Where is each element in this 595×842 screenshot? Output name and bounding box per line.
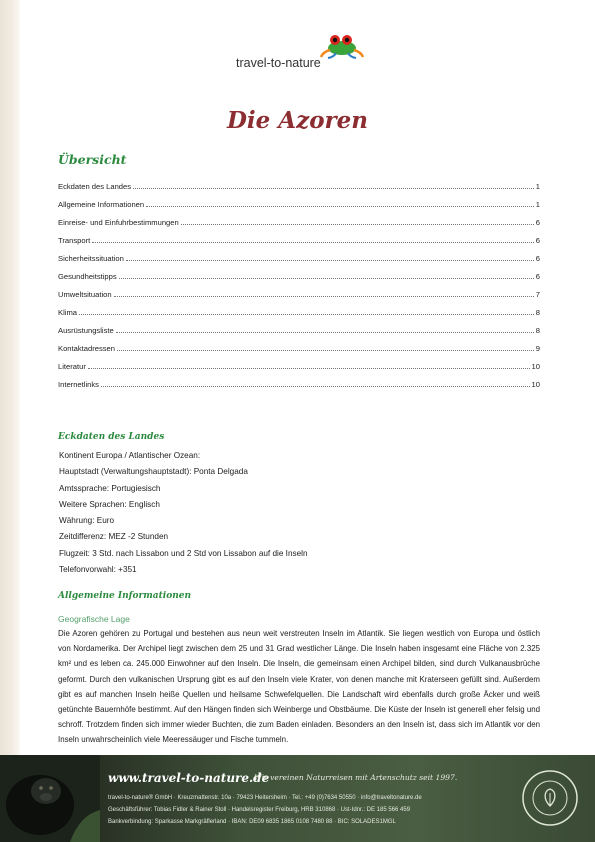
toc-item-label: Eckdaten des Landes xyxy=(58,182,132,191)
toc-leader xyxy=(126,260,534,261)
toc-item-kontakt[interactable] xyxy=(58,344,540,362)
fact-other-languages: Weitere Sprachen: Englisch xyxy=(59,499,160,509)
fact-phone-code: Telefonvorwahl: +351 xyxy=(59,565,137,575)
toc-item-label: Einreise- und Einfuhrbestimmungen xyxy=(58,218,179,227)
toc-leader xyxy=(92,242,534,243)
page-title: Die Azoren xyxy=(226,107,369,134)
toc-item-gesundheit[interactable] xyxy=(58,272,540,290)
toc-item-page: 10 xyxy=(531,362,540,371)
toc-item-label: Klima xyxy=(58,308,77,317)
footer-address: travel-to-nature® GmbH · Kreuzmattenstr. 10a · 79423 Heitersheim · Tel.: +49 (0)7634 50550 · info@traveltonature.de xyxy=(108,795,422,801)
toc-heading: Übersicht xyxy=(58,152,127,167)
toc-item-literatur[interactable] xyxy=(58,362,540,380)
toc-item-klima[interactable] xyxy=(58,308,540,326)
toc-item-page: 7 xyxy=(535,290,540,299)
toc-item-internet[interactable] xyxy=(58,380,540,398)
toc-leader xyxy=(181,224,534,225)
toc-leader xyxy=(117,350,534,351)
toc-item-label: Kontaktadressen xyxy=(58,344,115,353)
toc-item-label: Allgemeine Informationen xyxy=(58,200,145,209)
toc-item-allgemein[interactable] xyxy=(58,200,540,218)
body-paragraph: Die Azoren gehören zu Portugal und bestehen aus neun weit verstreuten Inseln im Atlantik. Sie liegen westlich von Europa und östlich von Nordamerika. Der Archipel liegt zwischen dem 25 und 31 Grad westlicher Länge. Die Inseln haben insgesamt eine Fläche von 2.325 km² und es leben ca. 245.000 Einwohner auf den Inseln. Die Inseln, die gemeinsam einen Archipel bilden, sind durch Vulkanausbrüche geformt. Durch den vulkanischen Ursprung gibt es auf den Inseln viele Krater, von denen manche mit Kraterseen gefüllt sind. Außerdem gibt es auf manchen Inseln heiße Quellen und heilsame Schwefelquellen. Die Landschaft wird ebenfalls durch große Äcker und weiß getünchte Bauernhöfe bestimmt. Auf den Hängen finden sich Weinberge und Obstbäume. Die Küste der Inseln ist generell eher felsig und schroff. Trotzdem finden sich immer wieder Buchten, die zum Baden einladen. Besonders an den Inseln ist, dass sich im Atlantik vor den Inseln unwahrscheinlich viele Meeressäuger und Fische tummeln. xyxy=(58,629,540,745)
toc-item-transport[interactable] xyxy=(58,236,540,254)
footer-bank: Bankverbindung: Sparkasse Markgräflerland · IBAN: DE09 6835 1865 0108 7480 88 · BIC: SOLADES1MGL xyxy=(108,819,396,825)
footer-url-link[interactable]: www.travel-to-nature.de xyxy=(108,771,270,785)
company-logo[interactable] xyxy=(232,30,364,75)
footer-banner xyxy=(0,755,595,842)
toc-item-label: Internetlinks xyxy=(58,380,99,389)
toc-item-label: Umweltsituation xyxy=(58,290,112,299)
toc-leader xyxy=(79,314,534,315)
tree-frog-icon xyxy=(318,30,366,60)
toc-item-label: Literatur xyxy=(58,362,86,371)
fact-currency: Währung: Euro xyxy=(59,516,115,526)
toc-item-page: 1 xyxy=(535,182,540,191)
toc-item-page: 10 xyxy=(531,380,540,389)
toc-item-umwelt[interactable] xyxy=(58,290,540,308)
gruener-mehrwert-badge-icon xyxy=(521,769,579,827)
fact-time-difference: Zeitdifferenz: MEZ -2 Stunden xyxy=(59,532,169,542)
toc-item-label: Transport xyxy=(58,236,91,245)
fact-flight-time: Flugzeit: 3 Std. nach Lissabon und 2 Std von Lissabon auf die Inseln xyxy=(59,548,308,558)
toc-item-eckdaten[interactable] xyxy=(58,182,540,200)
toc-leader xyxy=(88,368,530,369)
toc-item-page: 8 xyxy=(535,308,540,317)
logo-text: travel-to-nature xyxy=(236,56,321,70)
toc-item-page: 6 xyxy=(535,218,540,227)
toc-item-page: 9 xyxy=(535,344,540,353)
toc-item-page: 6 xyxy=(535,236,540,245)
toc-item-page: 6 xyxy=(535,254,540,263)
toc-leader xyxy=(101,386,530,387)
fact-continent: Kontinent Europa / Atlantischer Ozean: xyxy=(59,451,201,460)
toc-leader xyxy=(114,296,534,297)
toc-item-einreise[interactable] xyxy=(58,218,540,236)
fact-capital: Hauptstadt (Verwaltungshauptstadt): Ponta Delgada xyxy=(59,467,248,477)
section-heading-allgemein: Allgemeine Informationen xyxy=(58,591,192,601)
toc-item-label: Gesundheitstipps xyxy=(58,272,117,281)
toc-item-label: Sicherheitssituation xyxy=(58,254,124,263)
facts-list xyxy=(59,451,308,581)
toc-item-label: Ausrüstungsliste xyxy=(58,326,114,335)
toc-leader xyxy=(116,332,534,333)
toc-leader xyxy=(146,206,534,207)
toc-item-sicherheit[interactable] xyxy=(58,254,540,272)
footer-management: Geschäftsführer: Tobias Fidler & Rainer Stoll · Handelsregister Freiburg, HRB 310868 · Ust-Idnr.: DE 185 566 459 xyxy=(108,807,411,813)
table-of-contents xyxy=(58,182,540,398)
subheading-geografische-lage: Geografische Lage xyxy=(58,614,130,624)
gorilla-photo-icon xyxy=(0,755,100,842)
fact-official-language: Amtssprache: Portugiesisch xyxy=(59,483,161,493)
toc-item-page: 1 xyxy=(535,200,540,209)
toc-item-page: 8 xyxy=(535,326,540,335)
toc-leader xyxy=(119,278,534,279)
section-heading-eckdaten: Eckdaten des Landes xyxy=(58,432,165,442)
toc-item-page: 6 xyxy=(535,272,540,281)
toc-leader xyxy=(133,188,534,189)
footer-slogan: Wir vereinen Naturreisen mit Artenschutz seit 1997. xyxy=(254,773,458,782)
toc-item-ausruestung[interactable] xyxy=(58,326,540,344)
